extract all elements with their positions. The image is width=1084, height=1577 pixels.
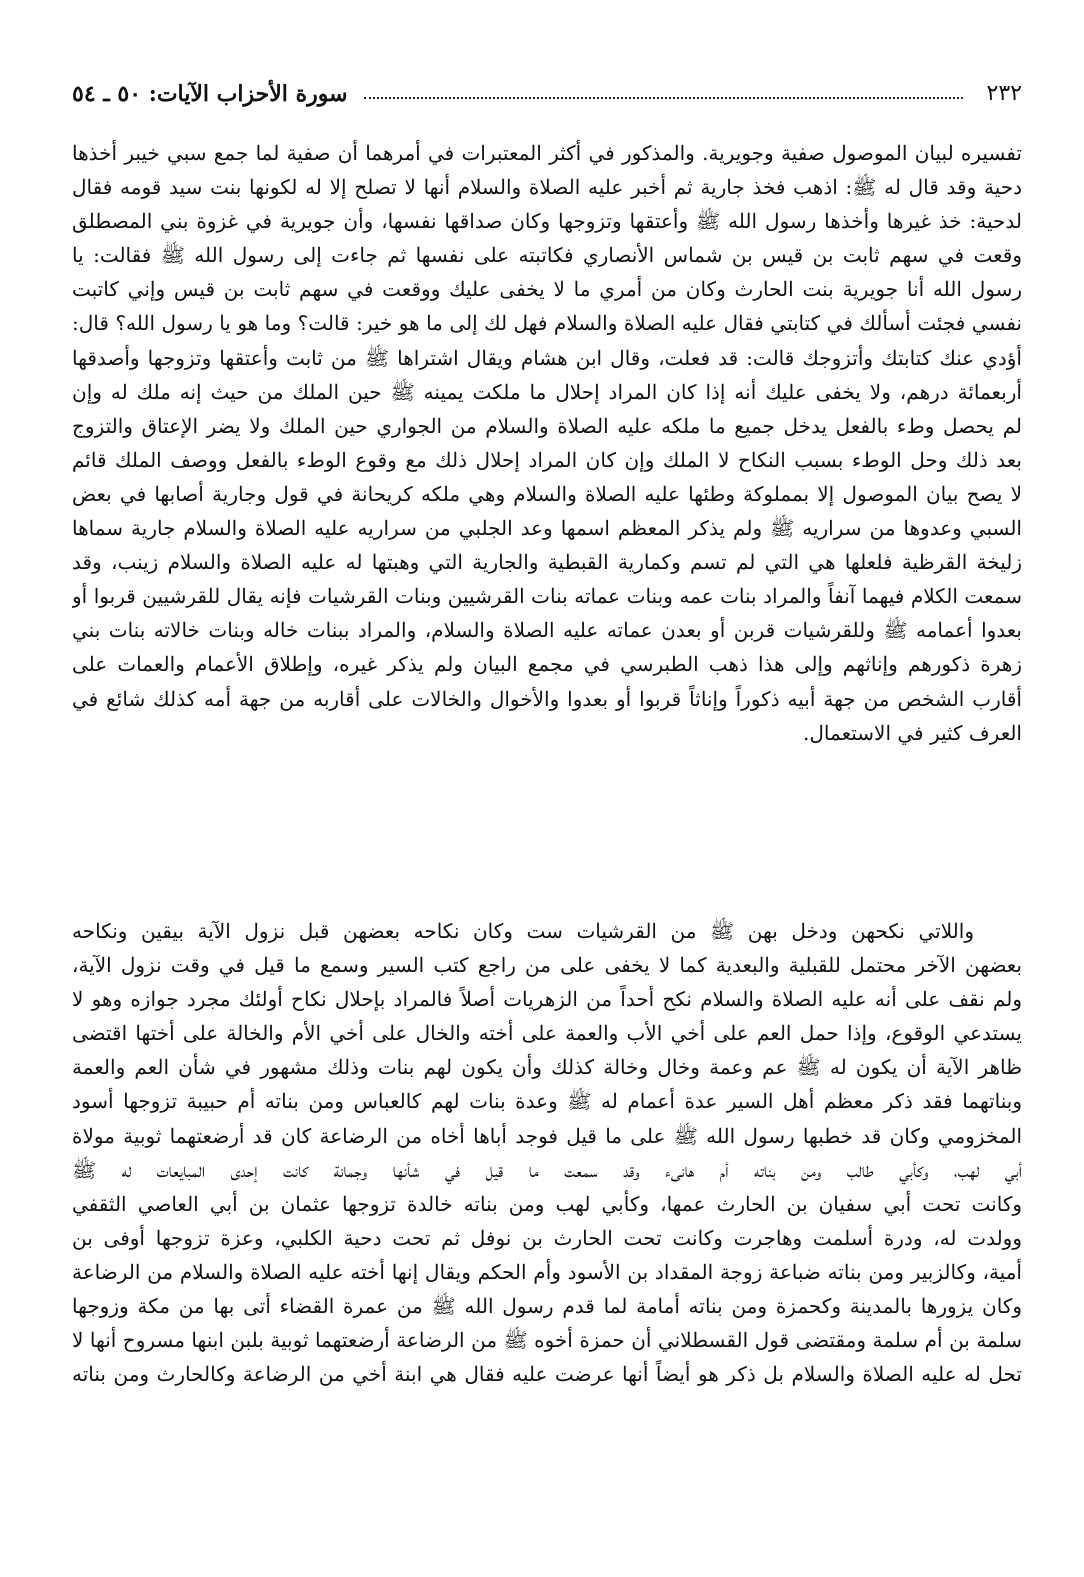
text-line: لم يحصل وطء بالفعل يدخل جميع ما ملكه عليه الصلاة والسلام من الجواري حين الملك ولا يضر الإعتاق والتزوج [72, 413, 1022, 438]
text-line: وكان يزورها بالمدينة وكحمزة ومن بناته أمامة لما قدم رسول الله ﷺ من عمرة القضاء أتى بها من مكة وزوجها [72, 1294, 1022, 1319]
running-title: سورة الأحزاب الآيات: ٥٠ ـ ٥٤ [72, 81, 348, 107]
text-line: وكانت تحت أبي سفيان بن الحارث عمها، وكأبي لهب ومن بناته خالدة تزوجها عثمان بن أبي العاصي الثقفي [72, 1191, 1022, 1216]
text-line: أقارب الشخص من جهة أبيه ذكوراً وإناثاً قربوا أو بعدوا والأخوال والخالات على أقاربه من جهة أمه كذلك شائع في [72, 686, 1022, 711]
text-line: تفسيره لبيان الموصول صفية وجويرية. والمذكور في أكثر المعتبرات في أمرهما أن صفية لما جمع سبي خيبر أخذها [72, 141, 1022, 165]
text-line: يستدعي الوقوع، وإذا حمل العم على أخي الأب والعمة على أخته والخال على أخي الأم والخالة على أختها اقتضى [72, 1021, 1022, 1046]
text-line: لا يصح بيان الموصول إلا بمملوكة وطئها عليه الصلاة والسلام وهي ملكه كريحانة في قول وجارية أصابها في بعض [72, 481, 1022, 506]
text-line: سلمة بن أم سلمة ومقتضى قول القسطلاني أن حمزة أخوه ﷺ من الرضاعة أرضعتهما ثوبية بلبن ابنها مسروح أنها لا [72, 1328, 1022, 1353]
text-line: زليخة القرظية فلعلها هي التي لم تسم وكمارية القبطية والجارية التي وهبتها له عليه الصلاة والسلام زينب، وقد [72, 550, 1022, 575]
text-line: السبي وعدوها من سراريه ﷺ ولم يذكر المعظم اسمها وعد الجلبي من سراريه عليه الصلاة والسلام جارية سماها [72, 516, 1022, 541]
text-line: لدحية: خذ غيرها وأخذها رسول الله ﷺ وأعتقها وتزوجها وكان صداقها نفسها، وأن جويرية في غزوة بني المصطلق [72, 209, 1022, 234]
header-dotted-leader [364, 97, 963, 99]
text-line: وقعت في سهم ثابت بن قيس بن شماس الأنصاري فكاتبته على نفسها ثم جاءت إلى رسول الله ﷺ فقالت: يا [72, 243, 1022, 268]
text-line: ظاهر الآية أن يكون له ﷺ عم وعمة وخال وخالة كذلك وأن يكون لهم بنات وذلك مشهور في شأن العم والعمة [72, 1055, 1022, 1080]
paragraph-2 [72, 914, 1022, 1391]
text-line: تحل له عليه الصلاة والسلام بل ذكر هو أيضاً أنها عرضت عليه فقال هي ابنة أخي من الرضاعة وكالحارث ومن بناته [72, 1362, 1022, 1387]
text-line: بعضهن الآخر محتمل للقبلية والبعدية كما لا يخفى على من راجع كتب السير وسمع ما قيل في وقت نزول الآية، [72, 953, 1022, 978]
text-line: أبي لهب، وكأبي طالب ومن بناته أم هانىء وقد سمعت ما قيل في شأنها وجمانة كانت إحدى المبايعات له ﷺ [72, 1157, 1022, 1182]
text-line: بعد ذلك وحل الوطء بسبب النكاح لا الملك وإن كان المراد إحلال ذلك مع وقوع الوطء بالفعل ووصف الملك قائم [72, 447, 1022, 472]
text-line: نفسي فجئت أسألك في كتابتي فقال عليه الصلاة والسلام فهل لك إلى ما هو خير: قالت؟ وما هو يا رسول الله؟ قال: [72, 311, 1022, 336]
text-line: وبناتهما فقد ذكر معظم أهل السير عدة أعمام له ﷺ وعدة بنات لهم كالعباس ومن بناته أم حبيبة تزوجها أسود [72, 1089, 1022, 1114]
text-line: زهرة ذكورهم وإناثهم وإلى هذا ذهب الطبرسي في مجمع البيان ولم يذكر غيره، وإطلاق الأعمام والعمات على [72, 652, 1022, 677]
text-line: سمعت الكلام فيهما آنفاً والمراد بنات عمه وبنات عماته بنات القرشيين وبنات القرشيات فإنه يقال للقرشيين قربوا أو [72, 584, 1022, 609]
page-header [72, 74, 1022, 114]
text-line: ولم نقف على أنه عليه الصلاة والسلام نكح أحداً من الزهريات أصلاً فالمراد بإحلال نكاح أولئك مجرد جوازه وهو لا [72, 987, 1022, 1012]
text-line: دحية وقد قال له ﷺ: اذهب فخذ جارية ثم أخبر عليه الصلاة والسلام أنها لا تصلح إلا له لكونها بنت سيد قومه فقال [72, 175, 1022, 200]
text-line: أؤدي عنك كتابتك وأتزوجك قالت: قد فعلت، وقال ابن هشام ويقال اشتراها ﷺ من ثابت وأعتقها وتزوجها وأصدقها [72, 345, 1022, 370]
text-line: واللاتي نكحهن ودخل بهن ﷺ من القرشيات ست وكان نكاحه بعضهن قبل نزول الآية بيقين ونكاحه [72, 919, 974, 943]
page-number: ٢٣٢ [986, 81, 1022, 106]
text-line: بعدوا أعمامه ﷺ وللقرشيات قربن أو بعدن عماته عليه الصلاة والسلام، والمراد ببنات خاله وبنات خالاته بنات بني [72, 618, 1022, 643]
text-line: المخزومي وكان قد خطبها رسول الله ﷺ على ما قيل فوجد أباها أخاه من الرضاعة كان قد أرضعتهما ثوبية مولاة [72, 1123, 1022, 1148]
paragraph-1 [72, 136, 1022, 750]
text-line: أربعمائة درهم، ولا يخفى عليك أنه إذا كان المراد إحلال ما ملكت يمينه ﷺ حين الملك من حيث إنه ملك له وإن [72, 379, 1022, 404]
text-line: رسول الله أنا جويرية بنت الحارث وكان من أمري ما لا يخفى عليك ووقعت في سهم ثابت بن قيس وإني كاتبت [72, 277, 1022, 302]
text-line: أمية، وكالزبير ومن بناته ضباعة زوجة المقداد بن الأسود وأم الحكم ويقال إنها أخته عليه الصلاة والسلام من الرضاعة [72, 1259, 1022, 1284]
text-line: العرف كثير في الاستعمال. [803, 720, 1022, 745]
text-line: وولدت له، ودرة أسلمت وهاجرت وكانت تحت الحارث بن نوفل ثم تحت دحية الكلبي، وعزة تزوجها أوفى بن [72, 1225, 1022, 1250]
